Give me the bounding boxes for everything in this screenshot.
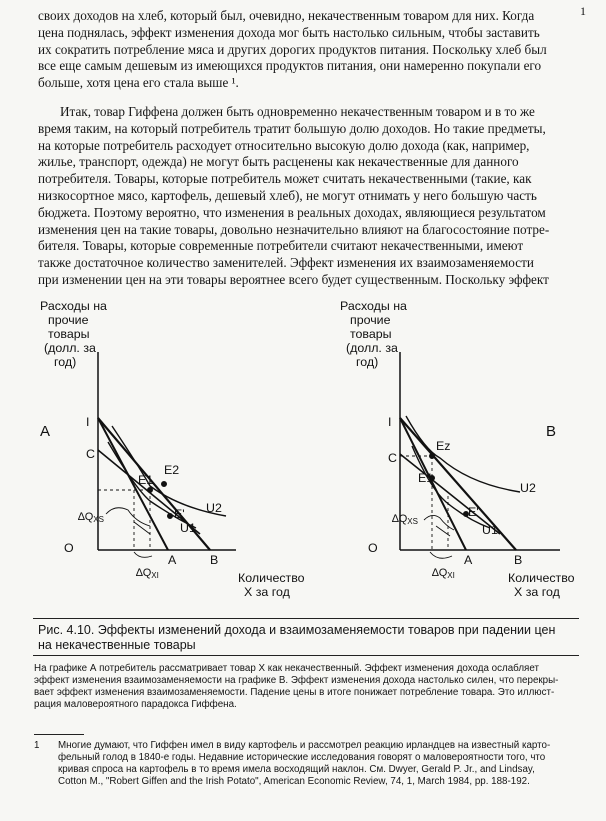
right-U2-label: U2	[520, 481, 536, 495]
giffen-diagram	[0, 290, 606, 610]
left-y-title-line: прочие	[48, 313, 89, 327]
left-C-label: C	[86, 447, 95, 461]
right-y-title-line: (долл. за	[346, 341, 398, 355]
right-origin-label: O	[368, 541, 378, 555]
note-line: эффект изменения взаимозаменяемости на графике В. Эффект изменения дохода настолько силен, что перекры-	[34, 675, 559, 686]
left-U1-label: U1	[180, 521, 196, 535]
text-line: потребителя. Товары, которые потребитель может считать некачественными (такие, как	[38, 171, 532, 187]
note-line: рация маловероятного парадокса Гиффена.	[34, 699, 237, 710]
footnote-mark: 1	[34, 740, 40, 751]
left-point-Eprime	[168, 514, 173, 519]
right-dQxs-label: ∆QXS	[392, 513, 418, 526]
left-Eprime-label: E'	[174, 507, 185, 521]
text-line: их сократить потребление мяса и других дорогих продуктов питания. Поскольку хлеб был	[38, 41, 547, 57]
left-panel	[98, 352, 236, 557]
right-x-title-line: X за год	[514, 585, 560, 599]
text-line: больше, хотя цена его стала выше ¹.	[38, 75, 239, 91]
figure-4-10	[0, 290, 606, 610]
right-panel	[400, 352, 560, 558]
text-line: при изменении цен на эти товары вероятнее всего будет существенным. Поскольку эффект	[38, 271, 549, 287]
text-line: также достаточное количество заменителей. Эффект изменения их взаимозаменяемости	[38, 255, 534, 271]
left-brace-dQxi	[134, 552, 152, 557]
right-B-label: B	[514, 553, 523, 567]
right-I-label: I	[388, 415, 392, 429]
right-y-title-line: товары	[350, 327, 392, 341]
text-line: своих доходов на хлеб, который был, очевидно, некачественным товаром для них. Когда	[38, 8, 535, 23]
left-y-title-line: (долл. за	[44, 341, 96, 355]
right-dQxi-label: ∆QXI	[432, 567, 455, 580]
left-y-title-line: Расходы на	[40, 299, 107, 313]
right-panel-letter: B	[546, 423, 557, 440]
text-line: бюджета. Поэтому вероятно, что изменения в реальных доходах, являющиеся результатом	[38, 204, 546, 220]
right-U1-label: U1	[482, 523, 498, 537]
left-point-E1	[148, 488, 153, 493]
left-panel-labels	[40, 299, 305, 599]
left-E1-label: E1	[138, 473, 154, 487]
left-x-title-line: Количество	[238, 571, 305, 585]
page-mark: 1	[580, 4, 586, 18]
text-line: Итак, товар Гиффена должен быть одновременно некачественным товаром и в то же	[60, 104, 535, 119]
right-C-label: C	[388, 451, 397, 465]
right-x-title-line: Количество	[508, 571, 575, 585]
footnote	[34, 740, 574, 788]
left-E2-label: E2	[164, 463, 180, 477]
left-budget-line-IA	[98, 418, 168, 550]
text-line: время таким, на который потребитель тратит большую долю доходов. Но такие предметы,	[38, 120, 546, 136]
right-y-title-line: год)	[356, 355, 379, 369]
right-A-label: A	[464, 553, 473, 567]
right-E1-label: E1	[418, 471, 434, 485]
left-y-title-line: год)	[54, 355, 77, 369]
footnote-line: 1 Многие думают, что Гиффен имел в виду картофель и рассмотрел реакцию ирландцев на известный карто-	[34, 740, 551, 751]
footnote-rule	[34, 734, 84, 735]
paragraph-1	[38, 8, 573, 92]
right-y-title-line: прочие	[350, 313, 391, 327]
left-arrow	[134, 522, 150, 534]
text-line: бителя. Товары, которые современные потребители считают некачественными, имеют	[38, 238, 524, 254]
left-I-label: I	[86, 415, 90, 429]
left-A-label: A	[168, 553, 177, 567]
right-E2-label: Ez	[436, 439, 451, 453]
caption-line: Рис. 4.10. Эффекты изменений дохода и взаимозаменяемости товаров при падении цен	[38, 623, 556, 637]
right-brace-dQxi	[430, 552, 452, 558]
left-dQxi-label: ∆QXI	[136, 567, 159, 580]
footnote-line: фельный голод в 1840-е годы. Недавние исторические исследования говорят о маловероятности того, что	[58, 752, 546, 763]
text-line: на которые потребитель расходует относительно высокую долю дохода (как, например,	[38, 137, 530, 153]
paragraph-2	[38, 104, 573, 289]
text-line: низкосортное мясо, картофель, дешевый хлеб), не могут отнимать у него большую часть	[38, 187, 537, 203]
footnote-line: кривая спроса на картофель в то время имела восходящий наклон. См. Dwyer, Gerald P. Jr., and Lindsay,	[58, 764, 535, 775]
left-y-title-line: товары	[48, 327, 90, 341]
right-point-E2	[430, 454, 435, 459]
note-line: вает эффект изменения взаимозаменяемости. Падение цены в итоге понижает потребление товара. Это иллюст-	[34, 687, 555, 698]
figure-note	[34, 663, 576, 711]
text-line: цена поднялась, эффект изменения дохода мог быть настолько сильным, чтобы заставить	[38, 24, 540, 40]
right-Eprime-label: E'	[468, 505, 479, 519]
left-panel-letter: A	[40, 423, 51, 440]
footnote-line: Cotton M., "Robert Giffen and the Irish Potato", American Economic Review, 74, 1, March 1984, pp. 188-192.	[58, 776, 530, 787]
figure-caption	[38, 623, 578, 653]
right-y-title-line: Расходы на	[340, 299, 407, 313]
caption-line: на некачественные товары	[38, 638, 196, 652]
left-origin-label: O	[64, 541, 74, 555]
text-line: жилье, транспорт, одежда) не могут быть расценены как некачественные для данного	[38, 154, 519, 170]
text-line: изменения цен на такие товары, довольно незначительно влияют на благосостояние потре-	[38, 221, 550, 237]
left-x-title-line: X за год	[244, 585, 290, 599]
right-panel-labels	[340, 299, 575, 599]
left-brace-dQxs	[106, 508, 150, 526]
left-U2-label: U2	[206, 501, 222, 515]
left-point-E2	[162, 482, 167, 487]
caption-bottom-rule	[33, 655, 579, 656]
note-line: На графике А потребитель рассматривает товар X как некачественный. Эффект изменения дохода ослабляет	[34, 663, 539, 674]
left-dQxs-label: ∆QXS	[78, 511, 104, 524]
caption-top-rule	[33, 618, 579, 619]
text-line: все еще самым дешевым из имеющихся продуктов питания, они намеренно покупали его	[38, 58, 542, 74]
left-B-label: B	[210, 553, 219, 567]
